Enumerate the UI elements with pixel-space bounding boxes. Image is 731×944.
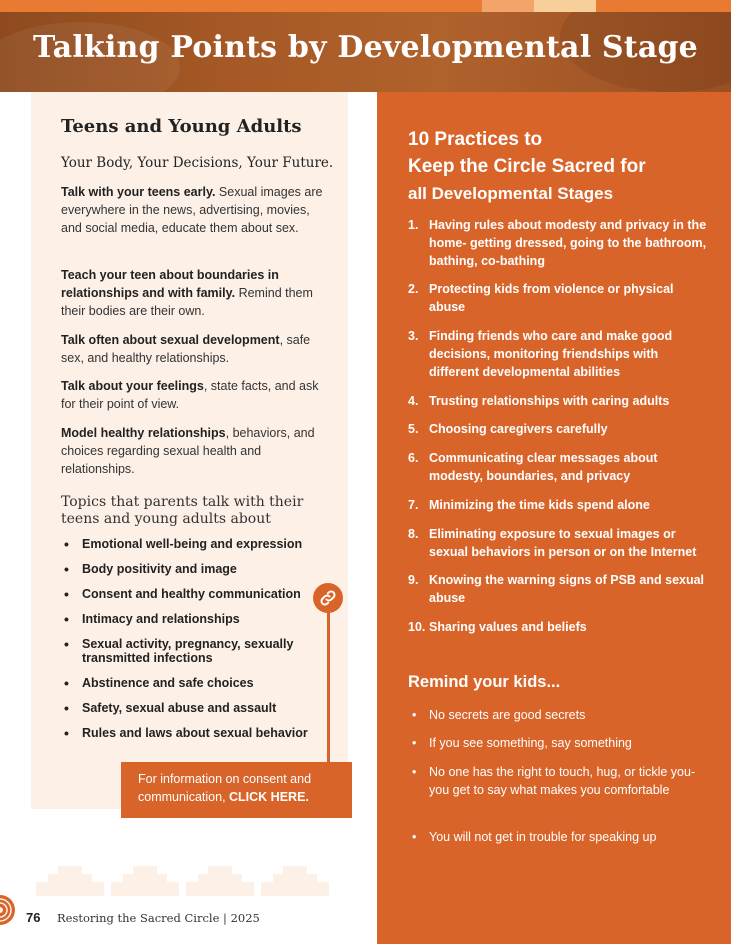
practice-item: 3. Finding friends who care and make good decisions, monitoring friendships with different developmental abilities xyxy=(408,329,673,379)
list-item: • If you see something, say something xyxy=(408,734,698,752)
practice-item: 8. Eliminating exposure to sexual images or sexual behaviors in person or on the Internet xyxy=(408,527,697,559)
practice-item: 7. Minimizing the time kids spend alone xyxy=(408,498,650,512)
page-number: 76 xyxy=(26,910,41,925)
top-bar-segment xyxy=(534,0,596,12)
practice-item: 5. Choosing caregivers carefully xyxy=(408,422,608,436)
top-color-bar xyxy=(0,0,731,12)
list-item: • No secrets are good secrets xyxy=(408,706,698,724)
footer-text: Restoring the Sacred Circle | 2025 xyxy=(57,911,260,925)
click-here-link[interactable]: CLICK HERE. xyxy=(229,790,309,804)
list-item: • Intimacy and relationships xyxy=(61,612,321,626)
section-subtitle: Your Body, Your Decisions, Your Future. xyxy=(61,155,334,171)
list-item: • Sexual activity, pregnancy, sexually transmitted infections xyxy=(61,637,321,665)
link-connector xyxy=(327,608,330,763)
talking-point: Talk with your teens early. Sexual images are everywhere in the news, advertising, movies, and social media, educate them about sex. xyxy=(61,185,323,235)
talking-point: Talk often about sexual development, safe sex, and healthy relationships. xyxy=(61,333,311,365)
consent-info-box: For information on consent and communication, CLICK HERE. xyxy=(121,762,352,818)
decorative-shape xyxy=(111,864,179,896)
page-header xyxy=(0,12,731,92)
topics-list xyxy=(61,537,321,751)
talking-point: Teach your teen about boundaries in relationships and with family. Remind them their bodies are their own. xyxy=(61,268,313,318)
practices-title: 10 Practices to Keep the Circle Sacred for all Developmental Stages xyxy=(408,129,646,203)
list-item: • No one has the right to touch, hug, or tickle you- you get to say what makes you comfortable xyxy=(408,763,698,799)
link-icon[interactable] xyxy=(313,583,343,613)
list-item: • Abstinence and safe choices xyxy=(61,676,321,690)
remind-title: Remind your kids... xyxy=(408,673,561,691)
topics-heading: Topics that parents talk with their teens and young adults about xyxy=(61,494,304,527)
talking-point: Model healthy relationships, behaviors, and choices regarding sexual health and relationships. xyxy=(61,426,315,476)
practice-item: 9. Knowing the warning signs of PSB and sexual abuse xyxy=(408,573,705,605)
list-item: • You will not get in trouble for speaking up xyxy=(408,828,698,846)
practice-item: 4. Trusting relationships with caring adults xyxy=(408,394,670,408)
practice-item: 2. Protecting kids from violence or physical abuse xyxy=(408,282,674,314)
list-item: • Consent and healthy communication xyxy=(61,587,321,601)
list-item: • Rules and laws about sexual behavior xyxy=(61,726,321,740)
list-item: • Emotional well-being and expression xyxy=(61,537,321,551)
practice-item: 10. Sharing values and beliefs xyxy=(408,620,587,634)
top-bar-segment xyxy=(482,0,534,12)
list-item: • Safety, sexual abuse and assault xyxy=(61,701,321,715)
circle-logo-icon xyxy=(0,890,20,930)
decorative-shape xyxy=(36,864,104,896)
decorative-shape xyxy=(186,864,254,896)
section-title: Teens and Young Adults xyxy=(61,116,302,137)
practice-item: 6. Communicating clear messages about modesty, boundaries, and privacy xyxy=(408,451,658,483)
list-item: • Body positivity and image xyxy=(61,562,321,576)
page-title: Talking Points by Developmental Stage xyxy=(33,30,698,65)
decorative-shape xyxy=(261,864,329,896)
talking-point: Talk about your feelings, state facts, and ask for their point of view. xyxy=(61,379,319,411)
practice-item: 1. Having rules about modesty and privacy in the home- getting dressed, going to the bathroom, bathing, co-bathing xyxy=(408,218,707,268)
